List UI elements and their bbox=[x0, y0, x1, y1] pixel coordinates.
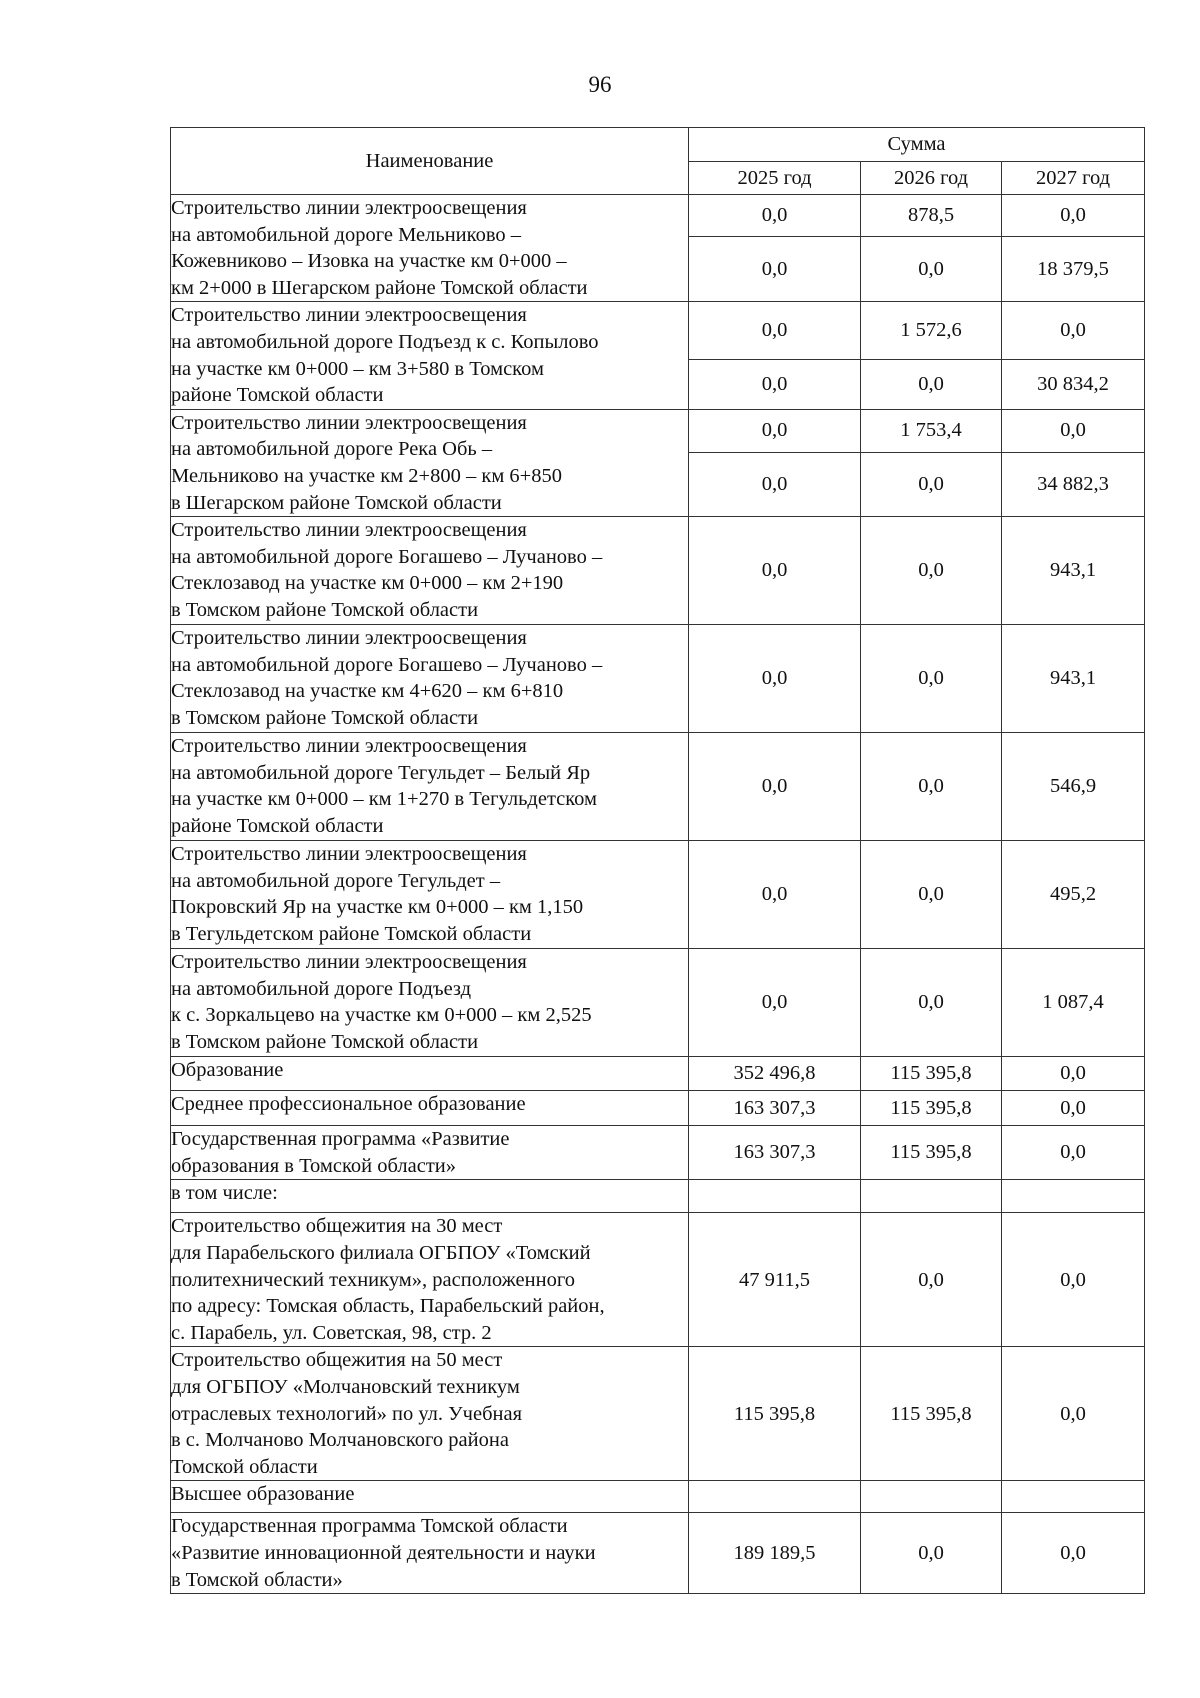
value-2025: 0,0 bbox=[689, 195, 861, 237]
table-row bbox=[171, 1126, 1145, 1180]
value-2027: 0,0 bbox=[1002, 302, 1145, 359]
table-row bbox=[171, 195, 1145, 237]
value-2026 bbox=[861, 1481, 1002, 1513]
table-row bbox=[171, 733, 1145, 841]
header-year-2027: 2027 год bbox=[1002, 162, 1145, 195]
table-row bbox=[171, 517, 1145, 625]
value-2026: 0,0 bbox=[861, 733, 1002, 841]
value-2026: 0,0 bbox=[861, 517, 1002, 625]
value-2027: 0,0 bbox=[1002, 409, 1145, 452]
value-2026: 115 395,8 bbox=[861, 1057, 1002, 1091]
value-2027: 943,1 bbox=[1002, 625, 1145, 733]
page-number: 96 bbox=[588, 72, 612, 97]
table-row bbox=[171, 1180, 1145, 1213]
table-row bbox=[171, 625, 1145, 733]
value-2027: 34 882,3 bbox=[1002, 452, 1145, 516]
value-2025: 0,0 bbox=[689, 359, 861, 409]
value-2025 bbox=[689, 1180, 861, 1213]
value-2027: 0,0 bbox=[1002, 1213, 1145, 1347]
value-2027 bbox=[1002, 1481, 1145, 1513]
value-2026: 878,5 bbox=[861, 195, 1002, 237]
row-name: Государственная программа Томской области «Развитие инновационной деятельности и науки в Томской области» bbox=[171, 1513, 689, 1594]
row-name: Образование bbox=[171, 1057, 689, 1091]
value-2026: 115 395,8 bbox=[861, 1126, 1002, 1180]
value-2025: 0,0 bbox=[689, 409, 861, 452]
row-name: Строительство общежития на 50 мест для ОГБПОУ «Молчановский техникум отраслевых технологий» по ул. Учебная в с. Молчаново Молчановского района Томской области bbox=[171, 1347, 689, 1481]
value-2027: 0,0 bbox=[1002, 1513, 1145, 1594]
row-name: Строительство линии электроосвещения на автомобильной дороге Река Обь – Мельниково на участке км 2+800 – км 6+850 в Шегарском районе Томской области bbox=[171, 409, 689, 516]
value-2026: 115 395,8 bbox=[861, 1091, 1002, 1126]
row-name: Строительство линии электроосвещения на автомобильной дороге Подъезд к с. Зоркальцево на участке км 0+000 – км 2,525 в Томском районе Томской области bbox=[171, 949, 689, 1057]
row-name: Строительство линии электроосвещения на автомобильной дороге Богашево – Лучаново – Стеклозавод на участке км 4+620 – км 6+810 в Томском районе Томской области bbox=[171, 625, 689, 733]
value-2026: 1 572,6 bbox=[861, 302, 1002, 359]
header-year-2025: 2025 год bbox=[689, 162, 861, 195]
value-2025: 47 911,5 bbox=[689, 1213, 861, 1347]
value-2026: 0,0 bbox=[861, 625, 1002, 733]
table-row bbox=[171, 302, 1145, 359]
value-2026: 0,0 bbox=[861, 1513, 1002, 1594]
table-body bbox=[171, 195, 1145, 1594]
table-row bbox=[171, 409, 1145, 452]
value-2027: 943,1 bbox=[1002, 517, 1145, 625]
table-header bbox=[171, 128, 1145, 195]
row-name: Строительство линии электроосвещения на автомобильной дороге Подъезд к с. Копылово на участке км 0+000 – км 3+580 в Томском районе Томской области bbox=[171, 302, 689, 409]
value-2027: 495,2 bbox=[1002, 841, 1145, 949]
value-2027: 18 379,5 bbox=[1002, 237, 1145, 302]
value-2025: 352 496,8 bbox=[689, 1057, 861, 1091]
value-2025: 0,0 bbox=[689, 452, 861, 516]
value-2026: 0,0 bbox=[861, 949, 1002, 1057]
header-sum: Сумма bbox=[689, 128, 1145, 162]
value-2025: 163 307,3 bbox=[689, 1091, 861, 1126]
table-row bbox=[171, 1481, 1145, 1513]
row-name: Высшее образование bbox=[171, 1481, 689, 1513]
value-2026: 0,0 bbox=[861, 1213, 1002, 1347]
value-2026: 0,0 bbox=[861, 452, 1002, 516]
row-name: Строительство линии электроосвещения на автомобильной дороге Тегульдет – Покровский Яр на участке км 0+000 – км 1,150 в Тегульдетском районе Томской области bbox=[171, 841, 689, 949]
value-2025: 0,0 bbox=[689, 517, 861, 625]
value-2027: 546,9 bbox=[1002, 733, 1145, 841]
row-name: Строительство линии электроосвещения на автомобильной дороге Мельниково – Кожевниково – Изовка на участке км 0+000 – км 2+000 в Шегарском районе Томской области bbox=[171, 195, 689, 302]
table-row bbox=[171, 1213, 1145, 1347]
row-name: Государственная программа «Развитие образования в Томской области» bbox=[171, 1126, 689, 1180]
row-name: Строительство линии электроосвещения на автомобильной дороге Богашево – Лучаново – Стеклозавод на участке км 0+000 – км 2+190 в Томском районе Томской области bbox=[171, 517, 689, 625]
value-2026: 0,0 bbox=[861, 841, 1002, 949]
value-2026: 1 753,4 bbox=[861, 409, 1002, 452]
row-name: Среднее профессиональное образование bbox=[171, 1091, 689, 1126]
row-name: Строительство линии электроосвещения на автомобильной дороге Тегульдет – Белый Яр на участке км 0+000 – км 1+270 в Тегульдетском районе Томской области bbox=[171, 733, 689, 841]
value-2025: 0,0 bbox=[689, 841, 861, 949]
value-2027: 0,0 bbox=[1002, 1347, 1145, 1481]
row-name: Строительство общежития на 30 мест для Парабельского филиала ОГБПОУ «Томский политехнический техникум», расположенного по адресу: Томская область, Парабельский район, с. Парабель, ул. Советская, 98, стр. 2 bbox=[171, 1213, 689, 1347]
value-2027: 0,0 bbox=[1002, 1126, 1145, 1180]
table-row bbox=[171, 1513, 1145, 1594]
table-row bbox=[171, 1091, 1145, 1126]
value-2025: 0,0 bbox=[689, 302, 861, 359]
value-2025: 0,0 bbox=[689, 733, 861, 841]
value-2026: 0,0 bbox=[861, 359, 1002, 409]
value-2026: 115 395,8 bbox=[861, 1347, 1002, 1481]
value-2025: 0,0 bbox=[689, 949, 861, 1057]
value-2027: 30 834,2 bbox=[1002, 359, 1145, 409]
table-row bbox=[171, 1347, 1145, 1481]
row-name: в том числе: bbox=[171, 1180, 689, 1213]
value-2025: 163 307,3 bbox=[689, 1126, 861, 1180]
table-row bbox=[171, 841, 1145, 949]
value-2027 bbox=[1002, 1180, 1145, 1213]
table-row bbox=[171, 1057, 1145, 1091]
value-2025: 115 395,8 bbox=[689, 1347, 861, 1481]
table-row bbox=[171, 949, 1145, 1057]
value-2026: 0,0 bbox=[861, 237, 1002, 302]
header-name: Наименование bbox=[171, 128, 689, 195]
value-2027: 0,0 bbox=[1002, 1091, 1145, 1126]
value-2025: 0,0 bbox=[689, 625, 861, 733]
value-2025 bbox=[689, 1481, 861, 1513]
value-2027: 0,0 bbox=[1002, 1057, 1145, 1091]
value-2027: 0,0 bbox=[1002, 195, 1145, 237]
value-2025: 189 189,5 bbox=[689, 1513, 861, 1594]
value-2027: 1 087,4 bbox=[1002, 949, 1145, 1057]
header-year-2026: 2026 год bbox=[861, 162, 1002, 195]
value-2025: 0,0 bbox=[689, 237, 861, 302]
budget-table bbox=[170, 127, 1145, 1594]
value-2026 bbox=[861, 1180, 1002, 1213]
